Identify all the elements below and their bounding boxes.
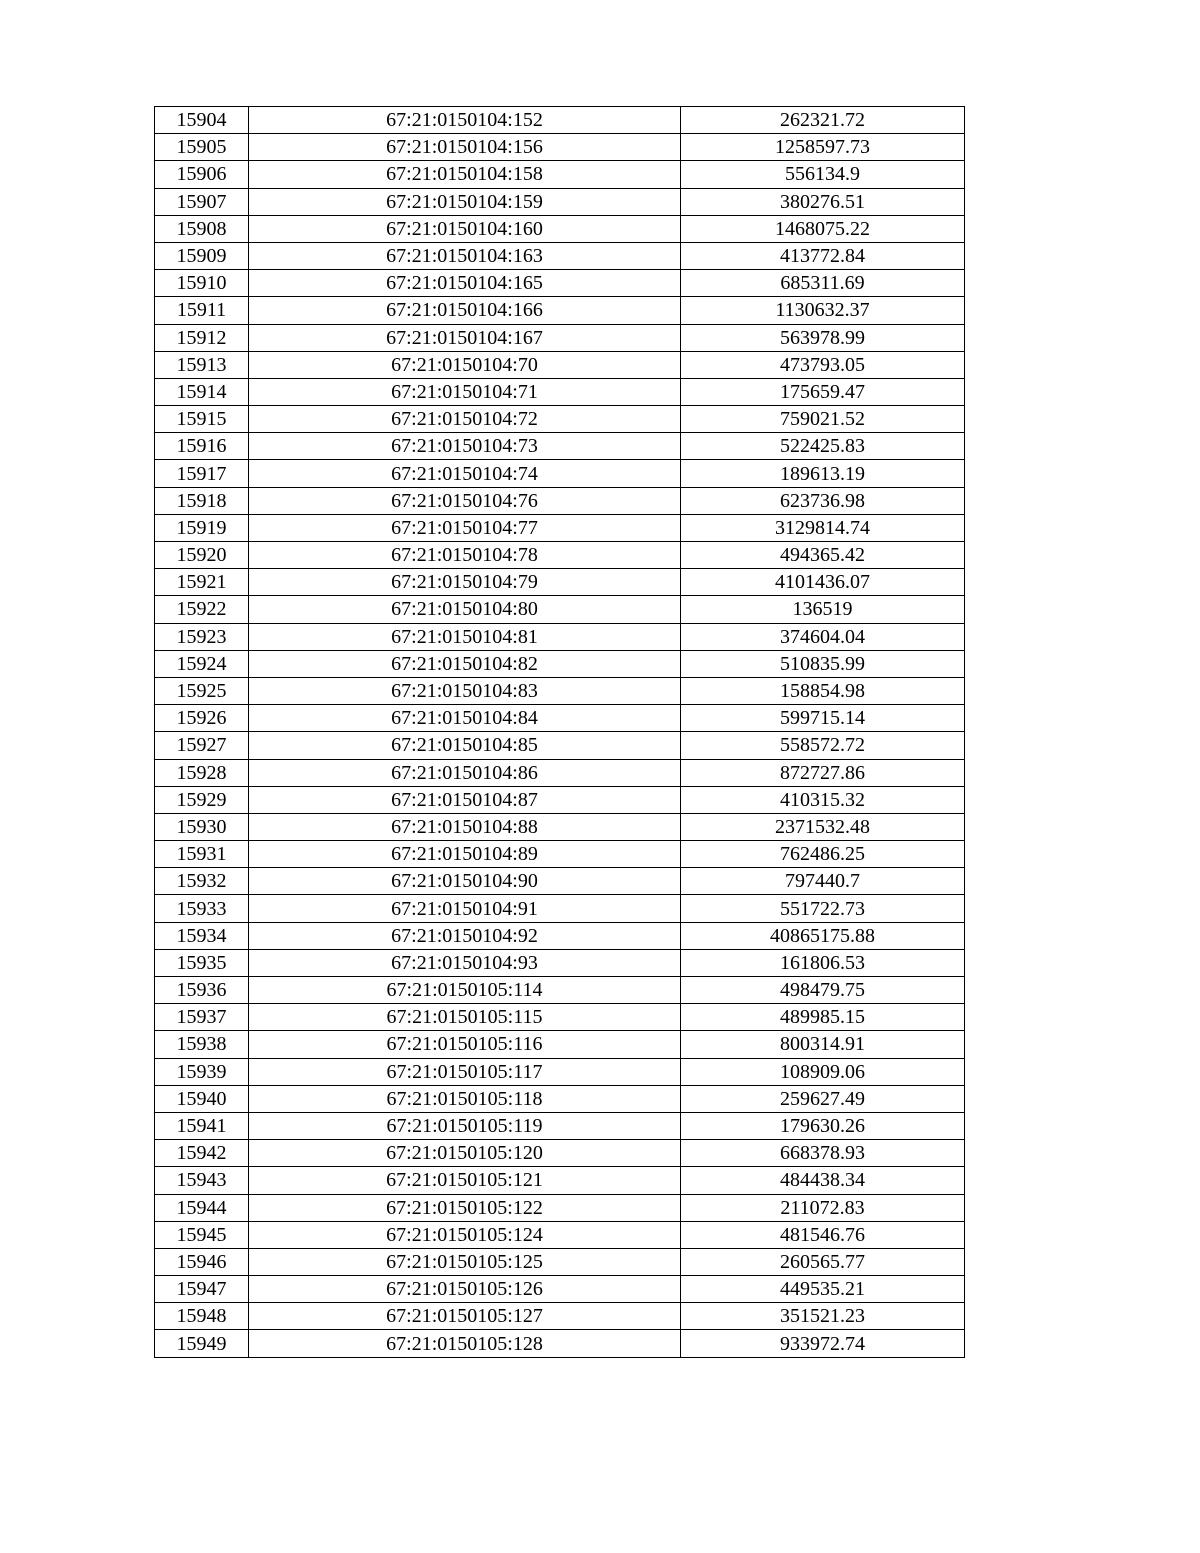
value-cell: 494365.42: [681, 542, 965, 569]
table-row: [155, 1248, 965, 1275]
row-number-cell: 15931: [155, 841, 249, 868]
row-number-cell: 15910: [155, 270, 249, 297]
cadastral-number-cell: 67:21:0150104:158: [249, 161, 681, 188]
table-row: [155, 188, 965, 215]
table-row: [155, 732, 965, 759]
table-row: [155, 242, 965, 269]
table-row: [155, 841, 965, 868]
row-number-cell: 15949: [155, 1330, 249, 1357]
value-cell: 933972.74: [681, 1330, 965, 1357]
table-row: [155, 215, 965, 242]
table-row: [155, 514, 965, 541]
table-row: [155, 1167, 965, 1194]
cadastral-number-cell: 67:21:0150105:122: [249, 1194, 681, 1221]
cadastral-number-cell: 67:21:0150104:73: [249, 433, 681, 460]
value-cell: 4101436.07: [681, 569, 965, 596]
cadastral-number-cell: 67:21:0150104:160: [249, 215, 681, 242]
value-cell: 797440.7: [681, 868, 965, 895]
cadastral-number-cell: 67:21:0150104:152: [249, 107, 681, 134]
value-cell: 481546.76: [681, 1221, 965, 1248]
table-row: [155, 705, 965, 732]
value-cell: 498479.75: [681, 977, 965, 1004]
row-number-cell: 15934: [155, 922, 249, 949]
row-number-cell: 15946: [155, 1248, 249, 1275]
cadastral-number-cell: 67:21:0150104:81: [249, 623, 681, 650]
value-cell: 410315.32: [681, 786, 965, 813]
value-cell: 413772.84: [681, 242, 965, 269]
value-cell: 211072.83: [681, 1194, 965, 1221]
table-row: [155, 351, 965, 378]
table-row: [155, 596, 965, 623]
cadastral-number-cell: 67:21:0150104:92: [249, 922, 681, 949]
table-row: [155, 1058, 965, 1085]
table-row: [155, 542, 965, 569]
value-cell: 551722.73: [681, 895, 965, 922]
table-row: [155, 107, 965, 134]
row-number-cell: 15908: [155, 215, 249, 242]
table-row: [155, 1221, 965, 1248]
row-number-cell: 15936: [155, 977, 249, 1004]
row-number-cell: 15921: [155, 569, 249, 596]
cadastral-number-cell: 67:21:0150104:90: [249, 868, 681, 895]
row-number-cell: 15939: [155, 1058, 249, 1085]
value-cell: 189613.19: [681, 460, 965, 487]
row-number-cell: 15935: [155, 949, 249, 976]
cadastral-number-cell: 67:21:0150104:87: [249, 786, 681, 813]
value-cell: 1130632.37: [681, 297, 965, 324]
row-number-cell: 15907: [155, 188, 249, 215]
row-number-cell: 15937: [155, 1004, 249, 1031]
table-row: [155, 433, 965, 460]
row-number-cell: 15930: [155, 813, 249, 840]
row-number-cell: 15948: [155, 1303, 249, 1330]
table-row: [155, 1031, 965, 1058]
row-number-cell: 15929: [155, 786, 249, 813]
row-number-cell: 15938: [155, 1031, 249, 1058]
table-row: [155, 297, 965, 324]
row-number-cell: 15922: [155, 596, 249, 623]
table-row: [155, 1004, 965, 1031]
table-row: [155, 270, 965, 297]
value-cell: 351521.23: [681, 1303, 965, 1330]
cadastral-number-cell: 67:21:0150104:70: [249, 351, 681, 378]
row-number-cell: 15917: [155, 460, 249, 487]
value-cell: 260565.77: [681, 1248, 965, 1275]
value-cell: 3129814.74: [681, 514, 965, 541]
cadastral-number-cell: 67:21:0150104:83: [249, 677, 681, 704]
row-number-cell: 15944: [155, 1194, 249, 1221]
cadastral-number-cell: 67:21:0150104:166: [249, 297, 681, 324]
value-cell: 800314.91: [681, 1031, 965, 1058]
row-number-cell: 15932: [155, 868, 249, 895]
table-row: [155, 1140, 965, 1167]
table-row: [155, 1303, 965, 1330]
value-cell: 380276.51: [681, 188, 965, 215]
table-row: [155, 623, 965, 650]
row-number-cell: 15911: [155, 297, 249, 324]
row-number-cell: 15924: [155, 650, 249, 677]
value-cell: 510835.99: [681, 650, 965, 677]
value-cell: 556134.9: [681, 161, 965, 188]
table-row: [155, 977, 965, 1004]
table-row: [155, 161, 965, 188]
value-cell: 175659.47: [681, 378, 965, 405]
cadastral-number-cell: 67:21:0150104:74: [249, 460, 681, 487]
value-cell: 1258597.73: [681, 134, 965, 161]
cadastral-number-cell: 67:21:0150105:117: [249, 1058, 681, 1085]
cadastral-number-cell: 67:21:0150104:167: [249, 324, 681, 351]
cadastral-number-cell: 67:21:0150105:126: [249, 1276, 681, 1303]
value-cell: 685311.69: [681, 270, 965, 297]
table-row: [155, 460, 965, 487]
row-number-cell: 15906: [155, 161, 249, 188]
value-cell: 484438.34: [681, 1167, 965, 1194]
row-number-cell: 15943: [155, 1167, 249, 1194]
row-number-cell: 15928: [155, 759, 249, 786]
cadastral-number-cell: 67:21:0150105:118: [249, 1085, 681, 1112]
value-cell: 158854.98: [681, 677, 965, 704]
cadastral-number-cell: 67:21:0150104:71: [249, 378, 681, 405]
value-cell: 563978.99: [681, 324, 965, 351]
row-number-cell: 15942: [155, 1140, 249, 1167]
value-cell: 623736.98: [681, 487, 965, 514]
value-cell: 762486.25: [681, 841, 965, 868]
value-cell: 489985.15: [681, 1004, 965, 1031]
cadastral-number-cell: 67:21:0150105:115: [249, 1004, 681, 1031]
table-row: [155, 868, 965, 895]
cadastral-value-table: [154, 106, 965, 1358]
cadastral-number-cell: 67:21:0150104:79: [249, 569, 681, 596]
table-row: [155, 1112, 965, 1139]
cadastral-number-cell: 67:21:0150105:124: [249, 1221, 681, 1248]
row-number-cell: 15926: [155, 705, 249, 732]
cadastral-number-cell: 67:21:0150104:84: [249, 705, 681, 732]
table-row: [155, 813, 965, 840]
cadastral-number-cell: 67:21:0150104:72: [249, 406, 681, 433]
row-number-cell: 15947: [155, 1276, 249, 1303]
table-row: [155, 786, 965, 813]
value-cell: 473793.05: [681, 351, 965, 378]
row-number-cell: 15940: [155, 1085, 249, 1112]
value-cell: 161806.53: [681, 949, 965, 976]
table-row: [155, 949, 965, 976]
cadastral-number-cell: 67:21:0150104:80: [249, 596, 681, 623]
table-row: [155, 1085, 965, 1112]
value-cell: 1468075.22: [681, 215, 965, 242]
table-row: [155, 406, 965, 433]
cadastral-number-cell: 67:21:0150104:78: [249, 542, 681, 569]
cadastral-number-cell: 67:21:0150104:85: [249, 732, 681, 759]
value-cell: 2371532.48: [681, 813, 965, 840]
row-number-cell: 15914: [155, 378, 249, 405]
cadastral-number-cell: 67:21:0150104:88: [249, 813, 681, 840]
row-number-cell: 15923: [155, 623, 249, 650]
table-row: [155, 569, 965, 596]
value-cell: 374604.04: [681, 623, 965, 650]
table-row: [155, 378, 965, 405]
value-cell: 558572.72: [681, 732, 965, 759]
table-row: [155, 1194, 965, 1221]
row-number-cell: 15941: [155, 1112, 249, 1139]
cadastral-number-cell: 67:21:0150104:76: [249, 487, 681, 514]
cadastral-number-cell: 67:21:0150104:159: [249, 188, 681, 215]
value-cell: 759021.52: [681, 406, 965, 433]
cadastral-number-cell: 67:21:0150105:120: [249, 1140, 681, 1167]
table-row: [155, 487, 965, 514]
cadastral-number-cell: 67:21:0150104:86: [249, 759, 681, 786]
value-cell: 40865175.88: [681, 922, 965, 949]
value-cell: 259627.49: [681, 1085, 965, 1112]
table-row: [155, 759, 965, 786]
table-row: [155, 650, 965, 677]
cadastral-number-cell: 67:21:0150104:93: [249, 949, 681, 976]
cadastral-number-cell: 67:21:0150105:121: [249, 1167, 681, 1194]
cadastral-number-cell: 67:21:0150104:82: [249, 650, 681, 677]
value-cell: 668378.93: [681, 1140, 965, 1167]
cadastral-number-cell: 67:21:0150105:125: [249, 1248, 681, 1275]
table-row: [155, 677, 965, 704]
value-cell: 599715.14: [681, 705, 965, 732]
cadastral-number-cell: 67:21:0150104:77: [249, 514, 681, 541]
row-number-cell: 15919: [155, 514, 249, 541]
row-number-cell: 15920: [155, 542, 249, 569]
row-number-cell: 15925: [155, 677, 249, 704]
value-cell: 136519: [681, 596, 965, 623]
cadastral-number-cell: 67:21:0150104:91: [249, 895, 681, 922]
value-cell: 108909.06: [681, 1058, 965, 1085]
table-row: [155, 1330, 965, 1357]
cadastral-number-cell: 67:21:0150104:163: [249, 242, 681, 269]
cadastral-number-cell: 67:21:0150105:127: [249, 1303, 681, 1330]
table-row: [155, 324, 965, 351]
cadastral-number-cell: 67:21:0150104:165: [249, 270, 681, 297]
cadastral-number-cell: 67:21:0150105:116: [249, 1031, 681, 1058]
row-number-cell: 15913: [155, 351, 249, 378]
row-number-cell: 15927: [155, 732, 249, 759]
cadastral-number-cell: 67:21:0150104:89: [249, 841, 681, 868]
row-number-cell: 15904: [155, 107, 249, 134]
table-body: [155, 107, 965, 1358]
row-number-cell: 15915: [155, 406, 249, 433]
value-cell: 449535.21: [681, 1276, 965, 1303]
value-cell: 179630.26: [681, 1112, 965, 1139]
row-number-cell: 15916: [155, 433, 249, 460]
row-number-cell: 15912: [155, 324, 249, 351]
table-row: [155, 922, 965, 949]
cadastral-number-cell: 67:21:0150105:114: [249, 977, 681, 1004]
cadastral-number-cell: 67:21:0150104:156: [249, 134, 681, 161]
row-number-cell: 15905: [155, 134, 249, 161]
table-row: [155, 895, 965, 922]
row-number-cell: 15918: [155, 487, 249, 514]
cadastral-number-cell: 67:21:0150105:128: [249, 1330, 681, 1357]
row-number-cell: 15933: [155, 895, 249, 922]
row-number-cell: 15909: [155, 242, 249, 269]
row-number-cell: 15945: [155, 1221, 249, 1248]
cadastral-number-cell: 67:21:0150105:119: [249, 1112, 681, 1139]
value-cell: 262321.72: [681, 107, 965, 134]
table-row: [155, 1276, 965, 1303]
value-cell: 522425.83: [681, 433, 965, 460]
table-row: [155, 134, 965, 161]
value-cell: 872727.86: [681, 759, 965, 786]
